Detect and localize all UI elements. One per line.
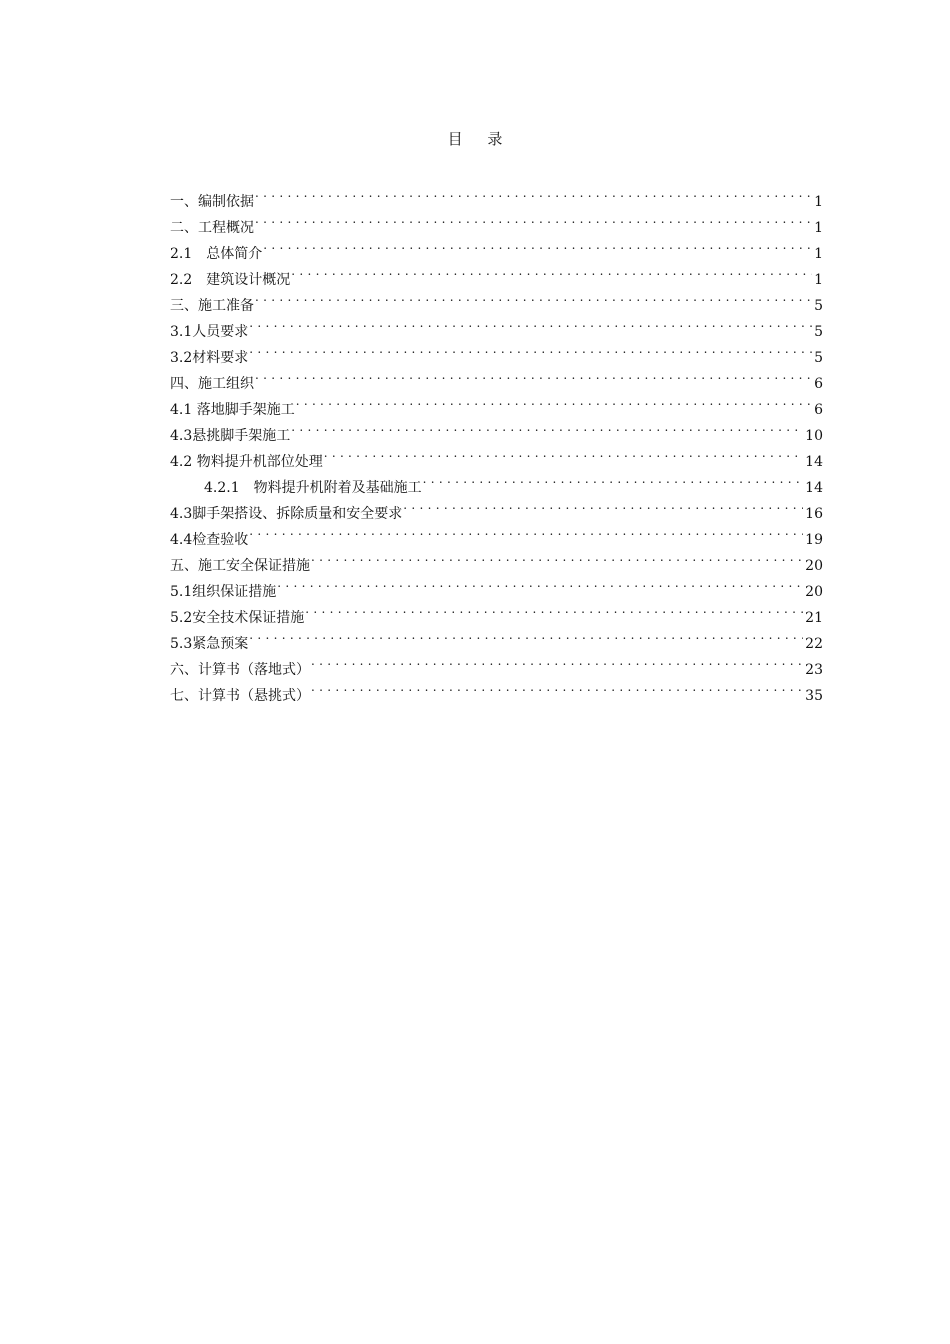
- toc-entry-page: 5: [814, 350, 823, 366]
- toc-entry-label: 5.3紧急预案: [170, 636, 249, 652]
- toc-entry-page: 23: [805, 662, 823, 678]
- toc-entry-label: 4.2.1 物料提升机附着及基础施工: [204, 480, 422, 496]
- toc-entry-label: 5.1组织保证措施: [170, 584, 277, 600]
- toc-entry-page: 20: [805, 558, 823, 574]
- toc-entry[interactable]: [170, 518, 823, 548]
- toc-entry[interactable]: [170, 336, 823, 366]
- toc-entry-label: 2.2 建筑设计概况: [170, 272, 291, 288]
- toc-entry-page: 35: [805, 688, 823, 704]
- toc-entry[interactable]: [170, 258, 823, 288]
- toc-entry-label: 二、工程概况: [170, 220, 254, 236]
- toc-entry[interactable]: [170, 648, 823, 678]
- toc-leader-dots: [249, 518, 803, 544]
- toc-leader-dots: [255, 180, 812, 206]
- toc-entry-page: 5: [814, 298, 823, 314]
- toc-entry-page: 20: [805, 584, 823, 600]
- toc-leader-dots: [249, 336, 812, 362]
- toc-entry-page: 1: [814, 272, 823, 288]
- toc-leader-dots: [403, 492, 803, 518]
- toc-entry-page: 5: [814, 324, 823, 340]
- toc-entry-label: 4.4检查验收: [170, 532, 249, 548]
- toc-entry-label: 5.2安全技术保证措施: [170, 610, 305, 626]
- toc-entry[interactable]: [170, 284, 823, 314]
- toc-leader-dots: [291, 414, 803, 440]
- toc-entry[interactable]: [170, 232, 823, 262]
- toc-entry-page: 14: [805, 454, 823, 470]
- toc-entry-label: 4.2 物料提升机部位处理: [170, 454, 323, 470]
- toc-leader-dots: [324, 440, 803, 466]
- toc-entry-page: 22: [805, 636, 823, 652]
- toc-entry-page: 14: [805, 480, 823, 496]
- toc-entry-label: 三、施工准备: [170, 298, 254, 314]
- toc-entry-page: 1: [814, 194, 823, 210]
- toc-leader-dots: [255, 206, 812, 232]
- toc-entry[interactable]: [170, 206, 823, 236]
- toc-leader-dots: [305, 596, 803, 622]
- table-of-contents: [170, 180, 823, 704]
- toc-leader-dots: [277, 570, 803, 596]
- toc-entry-label: 4.3悬挑脚手架施工: [170, 428, 291, 444]
- toc-leader-dots: [255, 362, 812, 388]
- toc-entry-page: 21: [805, 610, 823, 626]
- toc-leader-dots: [263, 232, 812, 258]
- toc-entry-label: 2.1 总体简介: [170, 246, 263, 262]
- toc-entry[interactable]: [170, 388, 823, 418]
- toc-entry-page: 19: [805, 532, 823, 548]
- toc-leader-dots: [249, 622, 803, 648]
- toc-entry-page: 16: [805, 506, 823, 522]
- toc-entry-page: 6: [814, 402, 823, 418]
- toc-entry-label: 四、施工组织: [170, 376, 254, 392]
- toc-entry-page: 1: [814, 220, 823, 236]
- toc-entry-label: 4.1 落地脚手架施工: [170, 402, 295, 418]
- toc-entry[interactable]: [170, 622, 823, 652]
- toc-leader-dots: [311, 544, 803, 570]
- toc-leader-dots: [291, 258, 812, 284]
- toc-entry-label: 七、计算书（悬挑式）: [170, 688, 310, 704]
- toc-entry-page: 6: [814, 376, 823, 392]
- toc-entry-label: 3.2材料要求: [170, 350, 249, 366]
- toc-leader-dots: [311, 674, 803, 700]
- toc-entry-label: 3.1人员要求: [170, 324, 249, 340]
- toc-entry[interactable]: [170, 180, 823, 210]
- toc-leader-dots: [311, 648, 803, 674]
- toc-entry-label: 五、施工安全保证措施: [170, 558, 310, 574]
- toc-entry-label: 4.3脚手架搭设、拆除质量和安全要求: [170, 506, 403, 522]
- toc-leader-dots: [255, 284, 812, 310]
- toc-entry[interactable]: [170, 544, 823, 574]
- toc-entry[interactable]: [170, 310, 823, 340]
- toc-leader-dots: [296, 388, 812, 414]
- toc-leader-dots: [423, 466, 804, 492]
- toc-title: 目 录: [447, 130, 513, 148]
- toc-entry-page: 10: [805, 428, 823, 444]
- toc-entry-label: 一、编制依据: [170, 194, 254, 210]
- toc-leader-dots: [249, 310, 812, 336]
- toc-entry-label: 六、计算书（落地式）: [170, 662, 310, 678]
- toc-entry-page: 1: [814, 246, 823, 262]
- toc-entry[interactable]: [170, 362, 823, 392]
